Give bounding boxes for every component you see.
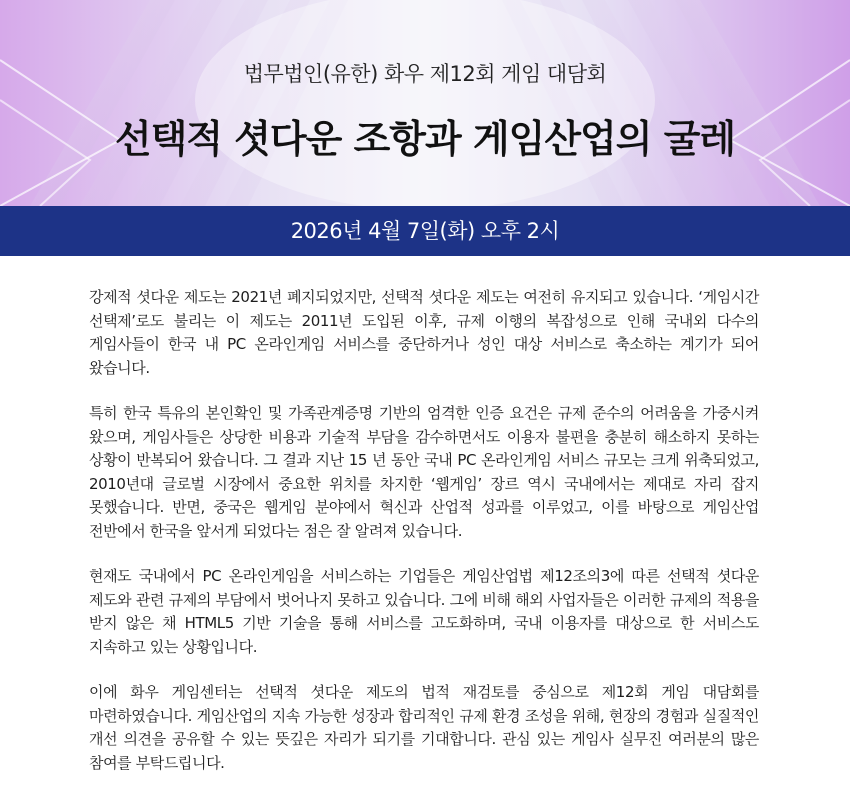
glass-prism-decoration: [0, 0, 850, 206]
body-paragraph: 특히 한국 특유의 본인확인 및 가족관계증명 기반의 엄격한 인증 요건은 규제 준수의 어려움을 가중시켜 왔으며, 게임사들은 상당한 비용과 기술적 부담을 감수하면서도 이용자 불편을 충분히 해소하지 못하는 상황이 반복되어 왔습니다. 그 결과 지난 15 년 동안 국내 PC 온라인게임 서비스 규모는 크게 위축되었고, 2010년대 글로벌 시장에서 중요한 위치를 차지한 ‘웹게임’ 장르 역시 국내에서는 제대로 자리 잡지 못했습니다. 반면, 중국은 웹게임 분야에서 혁신과 산업적 성과를 이루었고, 이를 바탕으로 게임산업 전반에서 한국을 앞서게 되었다는 점은 잘 알려져 있습니다.: [89, 404, 759, 540]
event-date-text: 2026년 4월 7일(화) 오후 2시: [290, 219, 560, 243]
body-paragraph: 이에 화우 게임센터는 선택적 셧다운 제도의 법적 재검토를 중심으로 제12회 게임 대담회를 마련하였습니다. 게임산업의 지속 가능한 성장과 합리적인 규제 환경 조성을 위해, 현장의 경험과 실질적인 개선 의견을 공유할 수 있는 뜻깊은 자리가 되기를 기대합니다. 관심 있는 게임사 실무진 여러분의 많은 참여를 부탁드립니다.: [89, 683, 759, 772]
body-paragraph: 현재도 국내에서 PC 온라인게임을 서비스하는 기업들은 게임산업법 제12조의3에 따른 선택적 셧다운 제도와 관련 규제의 부담에서 벗어나지 못하고 있습니다. 그에 비해 해외 사업자들은 이러한 규제의 적용을 받지 않은 채 HTML5 기반 기술을 통해 서비스를 고도화하며, 국내 이용자를 대상으로 한 서비스도 지속하고 있는 상황입니다.: [89, 567, 759, 656]
event-date-banner: [0, 206, 850, 256]
hero-banner: [0, 0, 850, 206]
body-paragraph: 강제적 셧다운 제도는 2021년 폐지되었지만, 선택적 셧다운 제도는 여전히 유지되고 있습니다. ‘게임시간 선택제’로도 불리는 이 제도는 2011년 도입된 이후, 규제 이행의 복잡성으로 인해 국내외 다수의 게임사들이 한국 내 PC 온라인게임 서비스를 중단하거나 성인 대상 서비스로 축소하는 계기가 되어 왔습니다.: [89, 288, 759, 377]
event-subtitle: 법무법인(유한) 화우 제12회 게임 대담회: [243, 62, 607, 86]
invitation-body: [89, 286, 759, 797]
event-title: 선택적 셧다운 조항과 게임산업의 굴레: [114, 117, 736, 161]
